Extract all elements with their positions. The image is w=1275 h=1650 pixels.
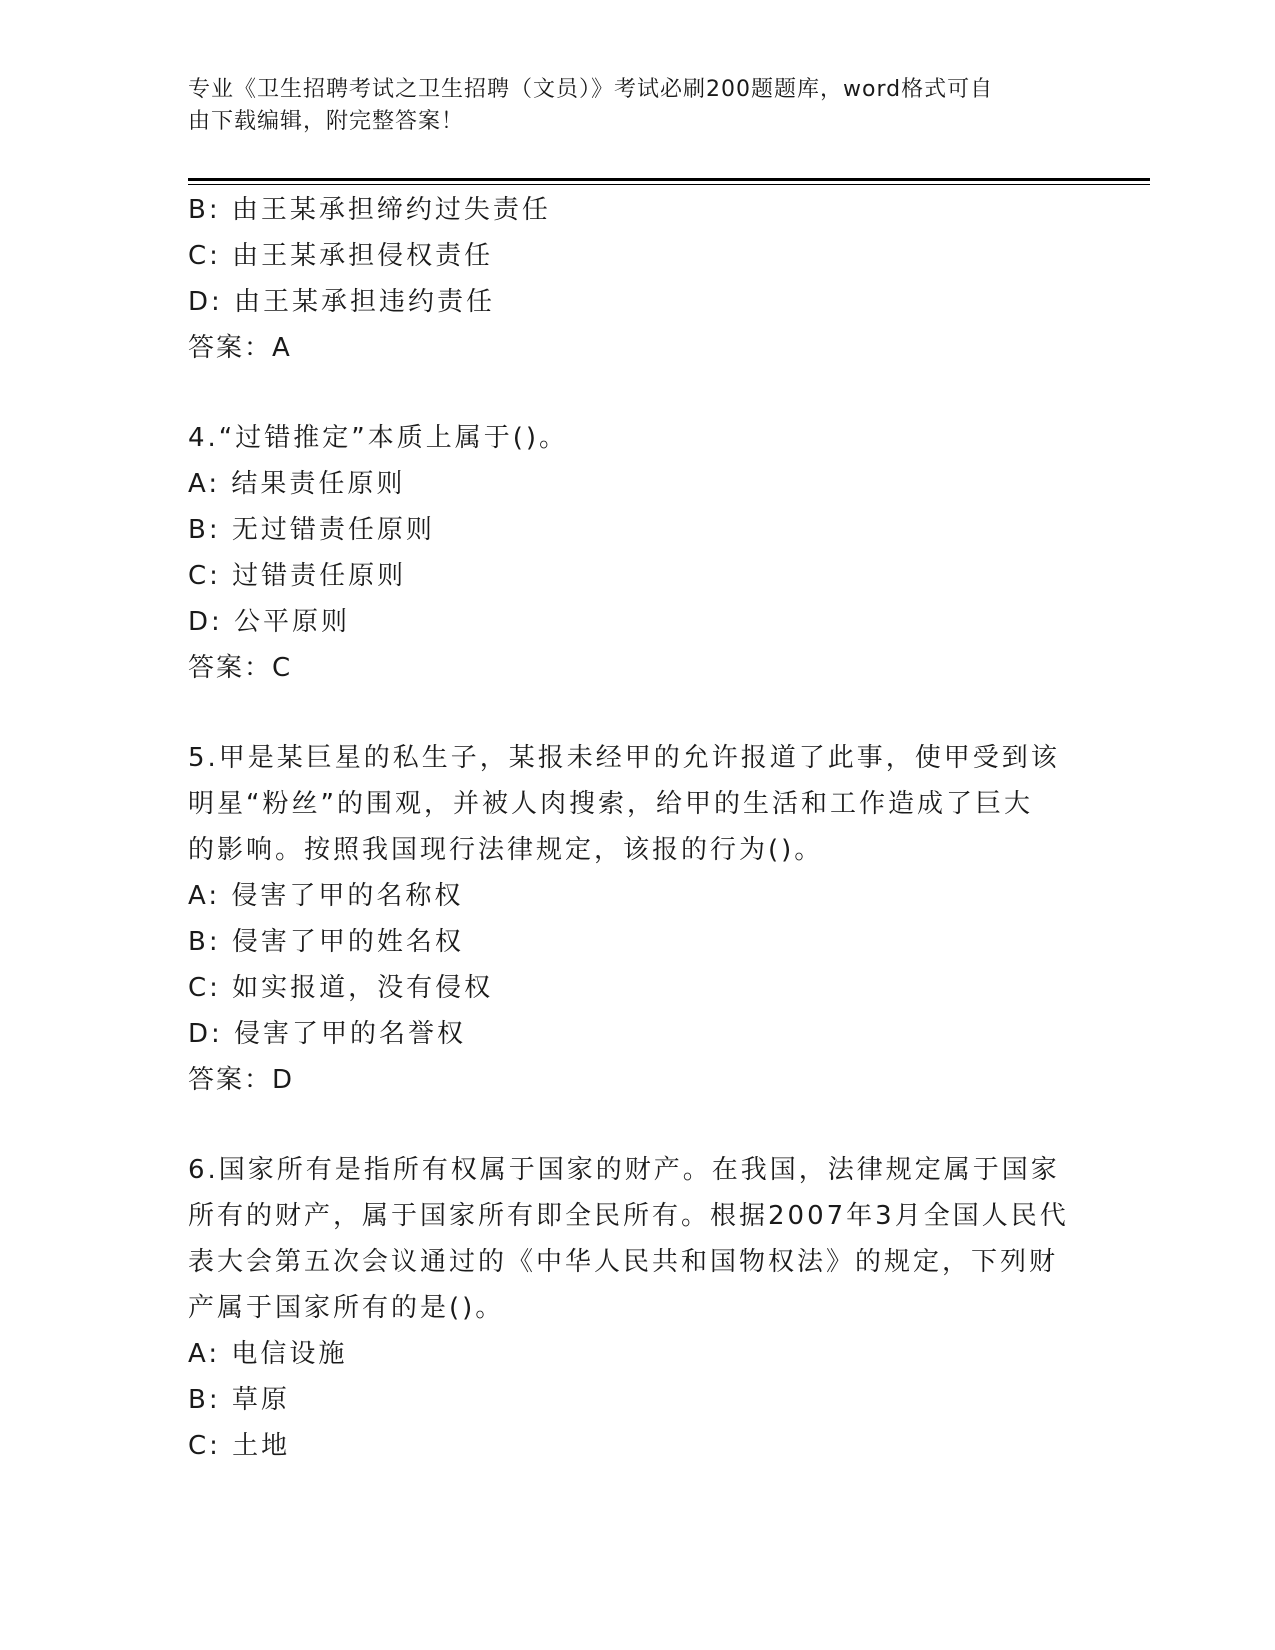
question-list bbox=[188, 187, 1088, 1469]
option-d: D: 公平原则 bbox=[188, 607, 351, 637]
question-stem: 4.“过错推定”本质上属于()。 bbox=[188, 423, 569, 453]
header-divider-thick bbox=[188, 178, 1150, 181]
question-4 bbox=[188, 415, 1088, 691]
answer-line: 答案：C bbox=[188, 653, 293, 683]
answer-line: 答案：D bbox=[188, 1065, 295, 1095]
header-line-1: 专业《卫生招聘考试之卫生招聘（文员）》考试必刷200题题库，word格式可自 bbox=[188, 77, 994, 102]
question-stem-line-2: 所有的财产，属于国家所有即全民所有。根据2007年3月全国人民代 bbox=[188, 1201, 1069, 1231]
spacer bbox=[188, 691, 1088, 735]
option-b: B: 草原 bbox=[188, 1385, 290, 1415]
header-divider-thin bbox=[188, 184, 1150, 185]
option-c: C: 过错责任原则 bbox=[188, 561, 407, 591]
option-b: B: 由王某承担缔约过失责任 bbox=[188, 195, 551, 225]
option-a: A: 结果责任原则 bbox=[188, 469, 406, 499]
option-c: C: 如实报道，没有侵权 bbox=[188, 973, 494, 1003]
question-6 bbox=[188, 1147, 1088, 1469]
option-c: C: 土地 bbox=[188, 1431, 291, 1461]
option-d: D: 侵害了甲的名誉权 bbox=[188, 1019, 467, 1049]
spacer bbox=[188, 1103, 1088, 1147]
option-a: A: 侵害了甲的名称权 bbox=[188, 881, 464, 911]
option-b: B: 无过错责任原则 bbox=[188, 515, 435, 545]
question-stem-line-1: 6.国家所有是指所有权属于国家的财产。在我国，法律规定属于国家 bbox=[188, 1155, 1060, 1185]
question-5 bbox=[188, 735, 1088, 1103]
answer-line: 答案：A bbox=[188, 333, 292, 363]
question-stem-line-2: 明星“粉丝”的围观，并被人肉搜索，给甲的生活和工作造成了巨大 bbox=[188, 789, 1033, 819]
question-3-fragment bbox=[188, 187, 1088, 371]
spacer bbox=[188, 371, 1088, 415]
question-stem-line-3: 的影响。按照我国现行法律规定，该报的行为()。 bbox=[188, 835, 824, 865]
question-stem-line-3: 表大会第五次会议通过的《中华人民共和国物权法》的规定，下列财 bbox=[188, 1247, 1059, 1277]
option-c: C: 由王某承担侵权责任 bbox=[188, 241, 494, 271]
question-stem-line-4: 产属于国家所有的是()。 bbox=[188, 1293, 505, 1323]
option-d: D: 由王某承担违约责任 bbox=[188, 287, 496, 317]
header-line-2: 由下载编辑，附完整答案！ bbox=[188, 109, 465, 134]
option-b: B: 侵害了甲的姓名权 bbox=[188, 927, 464, 957]
document-header bbox=[188, 74, 1088, 138]
option-a: A: 电信设施 bbox=[188, 1339, 348, 1369]
question-stem-line-1: 5.甲是某巨星的私生子，某报未经甲的允许报道了此事，使甲受到该 bbox=[188, 743, 1060, 773]
